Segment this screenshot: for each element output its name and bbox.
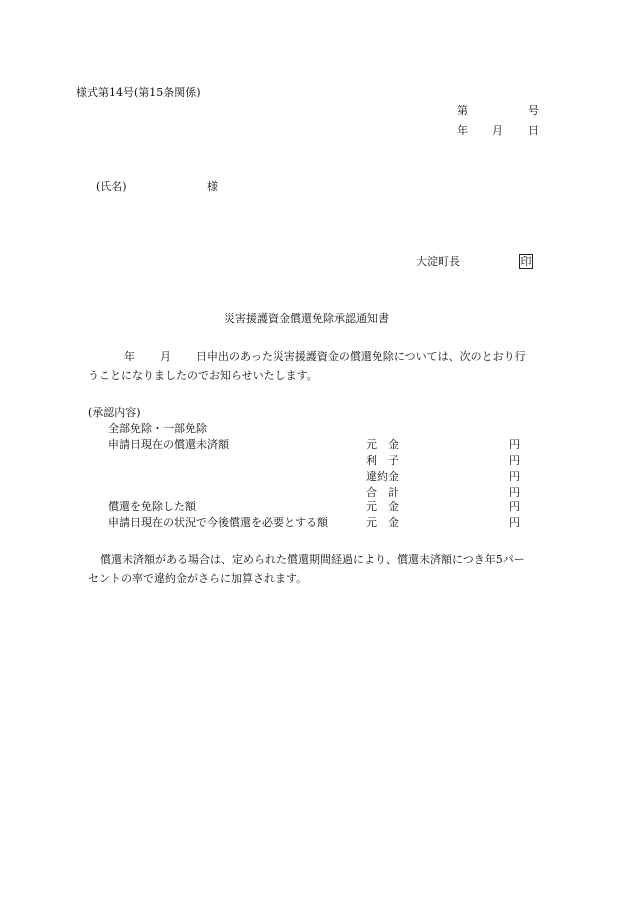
approval-heading: (承認内容): [88, 406, 141, 419]
interest-label: 利 子: [366, 454, 399, 467]
total-label: 合 計: [366, 486, 399, 499]
yen-5: 円: [509, 500, 520, 513]
yen-4: 円: [509, 486, 520, 499]
body-year: 年: [124, 350, 135, 363]
yen-3: 円: [509, 470, 520, 483]
body-month: 月: [160, 350, 171, 363]
principal-label-2: 元 金: [366, 500, 399, 513]
note-line2: セントの率で違約金がさらに加算されます。: [88, 572, 308, 585]
body-line1-rest: 日申出のあった災害援護資金の償還免除については、次のとおり行: [196, 350, 526, 363]
doc-number-dai: 第: [457, 104, 468, 117]
note-line1: 償還未済額がある場合は、定められた償還期間経過により、償還未済額につき年5パー: [100, 553, 525, 566]
date-month: 月: [492, 124, 503, 137]
issuer-title: 大淀町長: [416, 255, 460, 268]
principal-label-3: 元 金: [366, 516, 399, 529]
full-partial-exemption: 全部免除・一部免除: [108, 422, 207, 435]
document-title: 災害援護資金償還免除承認通知書: [224, 312, 389, 325]
future-repayment-label: 申請日現在の状況で今後償還を必要とする額: [108, 516, 328, 529]
unpaid-amount-label: 申請日現在の償還未済額: [108, 438, 229, 451]
addressee-name-label: (氏名): [96, 180, 127, 193]
yen-1: 円: [509, 438, 520, 451]
form-number: 様式第14号(第15条関係): [76, 86, 201, 99]
doc-number-go: 号: [528, 104, 539, 117]
penalty-label: 違約金: [366, 470, 399, 483]
exempted-amount-label: 償還を免除した額: [108, 500, 196, 513]
yen-2: 円: [509, 454, 520, 467]
body-line2: うことになりましたのでお知らせいたします。: [88, 369, 318, 382]
principal-label: 元 金: [366, 438, 399, 451]
addressee-honorific: 様: [207, 180, 218, 193]
date-year: 年: [457, 124, 468, 137]
yen-6: 円: [509, 516, 520, 529]
date-day: 日: [528, 124, 539, 137]
seal-mark: 印: [520, 255, 532, 268]
